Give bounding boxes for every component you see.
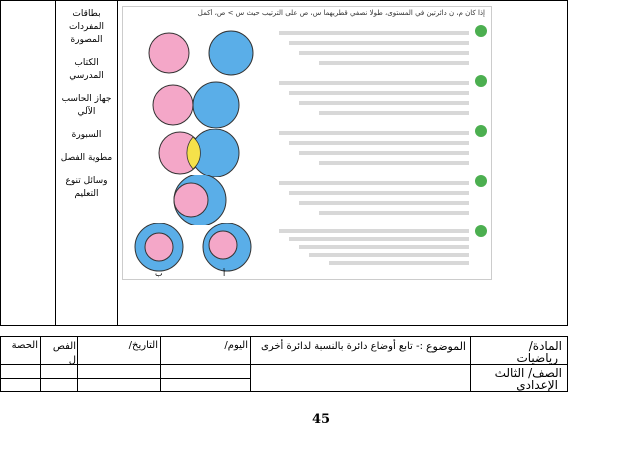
resource-item: جهاز الحاسب الآلي <box>61 94 112 117</box>
resource-item: وسائل تنوع التعليم <box>65 176 108 199</box>
figure-intersecting <box>135 129 265 177</box>
worksheet-header: إذا كان م، ن دائرتين في المستوى، طولا نصفي قطريهما س، ص على الترتيب حيث س > ص، أكمل <box>197 9 485 17</box>
figure-label-b: ب <box>155 269 163 278</box>
figure-separate-circles <box>135 29 265 77</box>
item-badge <box>475 75 487 87</box>
worksheet-image <box>122 6 492 280</box>
subject-label: المادة/ <box>528 339 562 353</box>
figure-touching-internal <box>135 175 265 225</box>
circle-n <box>174 183 208 217</box>
figure-inside-circles <box>127 223 277 279</box>
resource-item: مطوية الفصل <box>60 153 113 163</box>
frame-divider-right <box>117 0 118 326</box>
grade-label: الصف/ الثالث <box>494 366 562 380</box>
topic-label: الموضوع <box>425 340 466 353</box>
resource-item: بطاقات المفردات المصورة <box>69 9 104 45</box>
resource-item: الكتاب المدرسي <box>69 58 104 81</box>
resources-list <box>56 8 117 211</box>
circle-n <box>153 85 193 125</box>
figure-label-a: أ <box>223 269 226 278</box>
subject-value: رياضيات <box>516 351 558 365</box>
day-label: اليوم/ <box>224 340 248 351</box>
item-badge <box>475 125 487 137</box>
period-label: الحصة <box>11 340 38 351</box>
resource-item: السبورة <box>71 130 102 140</box>
figure-touching-external <box>135 81 265 129</box>
topic-value: :- تابع أوضاع دائرة بالنسبة لدائرة أخرى <box>261 341 423 352</box>
page-number: 45 <box>311 412 331 427</box>
class-label: الفص ل <box>52 341 76 366</box>
worksheet-text-lines <box>279 23 475 273</box>
circle-m <box>193 82 239 128</box>
item-badge <box>475 175 487 187</box>
circle-n <box>149 33 189 73</box>
date-label: التاريخ/ <box>128 340 158 351</box>
grade-value: الإعدادي <box>516 378 558 392</box>
circle-n-a <box>209 231 237 259</box>
circle-n-b <box>145 233 173 261</box>
item-badge <box>475 225 487 237</box>
circle-m <box>209 31 253 75</box>
item-badge <box>475 25 487 37</box>
